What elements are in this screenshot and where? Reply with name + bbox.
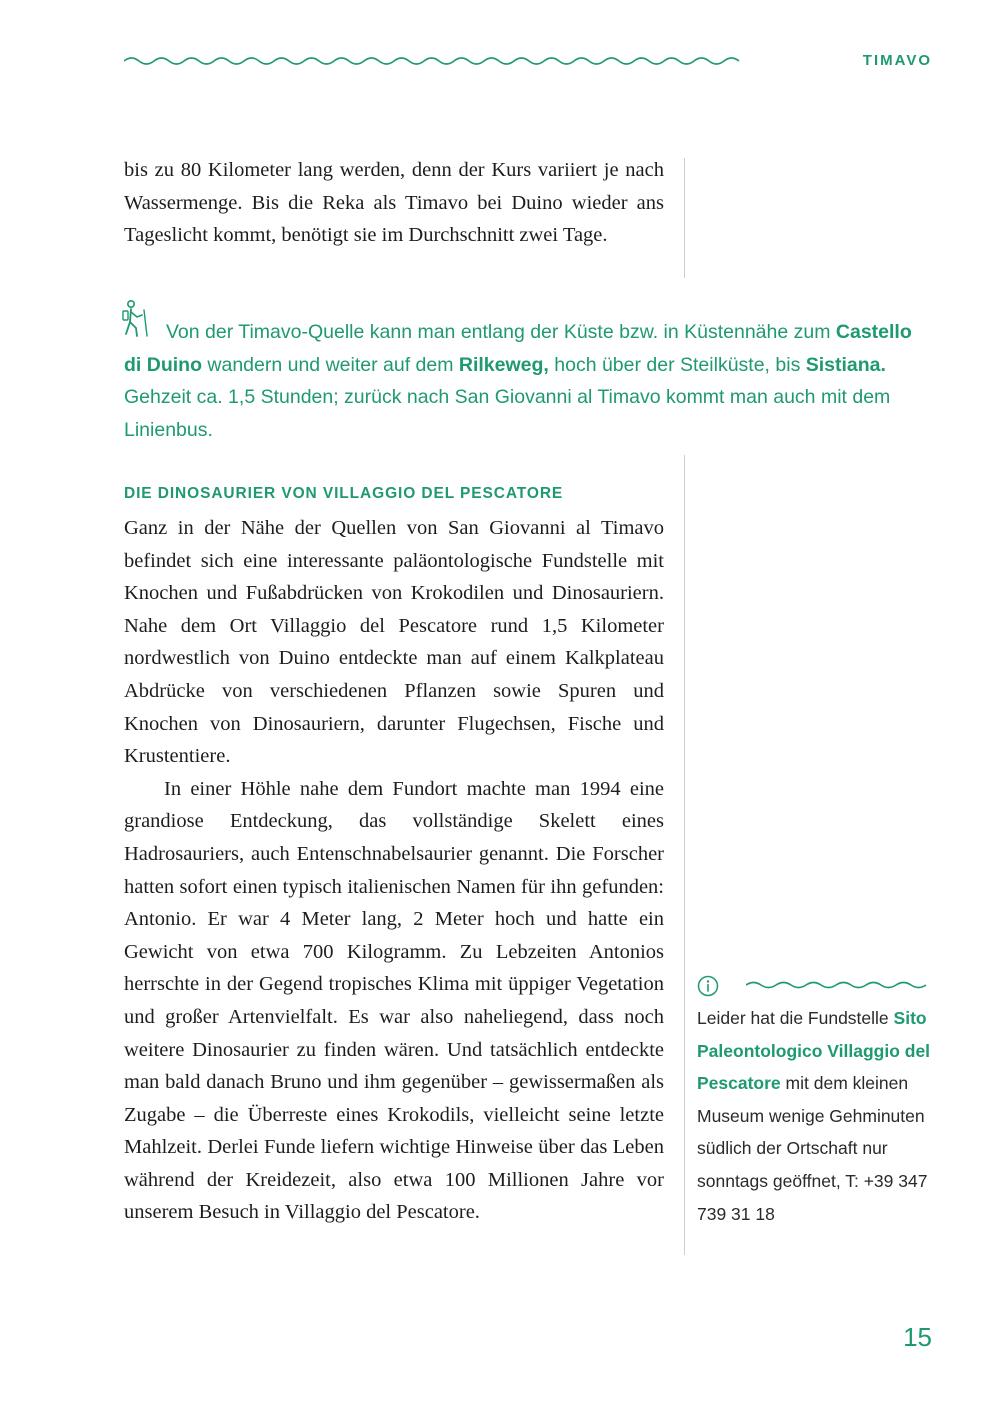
hiking-tip — [124, 316, 924, 446]
tip-text: wandern und weiter auf dem — [201, 353, 459, 376]
running-head: TIMAVO — [862, 52, 932, 69]
sidebar-text: Leider hat die Fundstelle — [697, 1008, 894, 1028]
info-icon — [697, 975, 719, 997]
sidebar-wave-ornament — [746, 978, 932, 992]
tip-link-castello: Castello di Duino — [124, 321, 912, 376]
header-wave-ornament — [124, 53, 744, 69]
tip-link-rilkeweg: Rilkeweg, — [458, 353, 549, 376]
section-heading: DIE DINOSAURIER VON VILLAGGIO DEL PESCATORE — [124, 485, 564, 502]
info-sidebar — [697, 1002, 937, 1230]
body-paragraph: In einer Höhle nahe dem Fundort machte man 1994 eine grandiose Entdeckung, das vollständige Skelett eines Hadrosauriers, auch Entenschnabelsaurier genannt. Die Forscher hatten sofort einen typisch italienischen Namen für ihn gefunden: Antonio. Er war 4 Meter lang, 2 Meter hoch und hatte ein Gewicht von etwa 700 Kilogramm. Zu Lebzeiten Antonios herrschte in der Gegend tropisches Klima mit üppiger Vegetation und großer Artenvielfalt. Es war also naheliegend, dass noch weitere Dinosaurier zu finden wären. Und tatsächlich entdeckte man bald danach Bruno und ihm gegenüber – gewissermaßen als Zugabe – die Überreste eines Krokodils, vielleicht seine letzte Mahlzeit. Derlei Funde liefern wichtige Hinweise über das Leben während der Kreidezeit, also etwa 100 Millionen Jahre vor unserem Besuch in Villaggio del Pescatore. — [124, 777, 664, 1224]
page-number: 15 — [903, 1322, 932, 1352]
sidebar-text: mit dem kleinen Museum wenige Gehminuten südlich der Ortschaft nur sonntags geöffnet, T: +39 347 739 31 18 — [697, 1073, 928, 1224]
tip-text: Von der Timavo-Quelle kann man entlang der Küste bzw. in Küstennähe zum — [166, 321, 836, 343]
tip-text: hoch über der Steilküste, bis — [548, 353, 806, 376]
body-paragraph: Ganz in der Nähe der Quellen von San Giovanni al Timavo befindet sich eine interessante paläontologische Fundstelle mit Knochen und Fußabdrücken von Krokodilen und Dinosauriern. Nahe dem Ort Villaggio del Pescatore rund 1,5 Kilometer nordwestlich von Duino entdeckte man auf einem Kalkplateau Abdrücke von verschiedenen Pflanzen sowie Spuren und Knochen von Dinosauriern, darunter Flugechsen, Fische und Krustentiere. — [124, 517, 664, 768]
column-rule-main — [684, 455, 685, 1255]
tip-text: Gehzeit ca. 1,5 Stunden; zurück nach San Giovanni al Timavo kommt man auch mit dem Linienbus. — [124, 386, 891, 441]
intro-paragraph: bis zu 80 Kilometer lang werden, denn der Kurs variiert je nach Wassermenge. Bis die Reka als Timavo bei Duino wieder ans Tageslicht kommt, benötigt sie im Durchschnitt zwei Tage. — [124, 159, 664, 247]
tip-link-sistiana: Sistiana. — [805, 353, 886, 376]
section-body — [124, 512, 664, 1229]
column-rule-top — [684, 158, 685, 278]
sidebar-site-name: Sito Paleontologico Villaggio del Pescatore — [697, 1008, 931, 1094]
